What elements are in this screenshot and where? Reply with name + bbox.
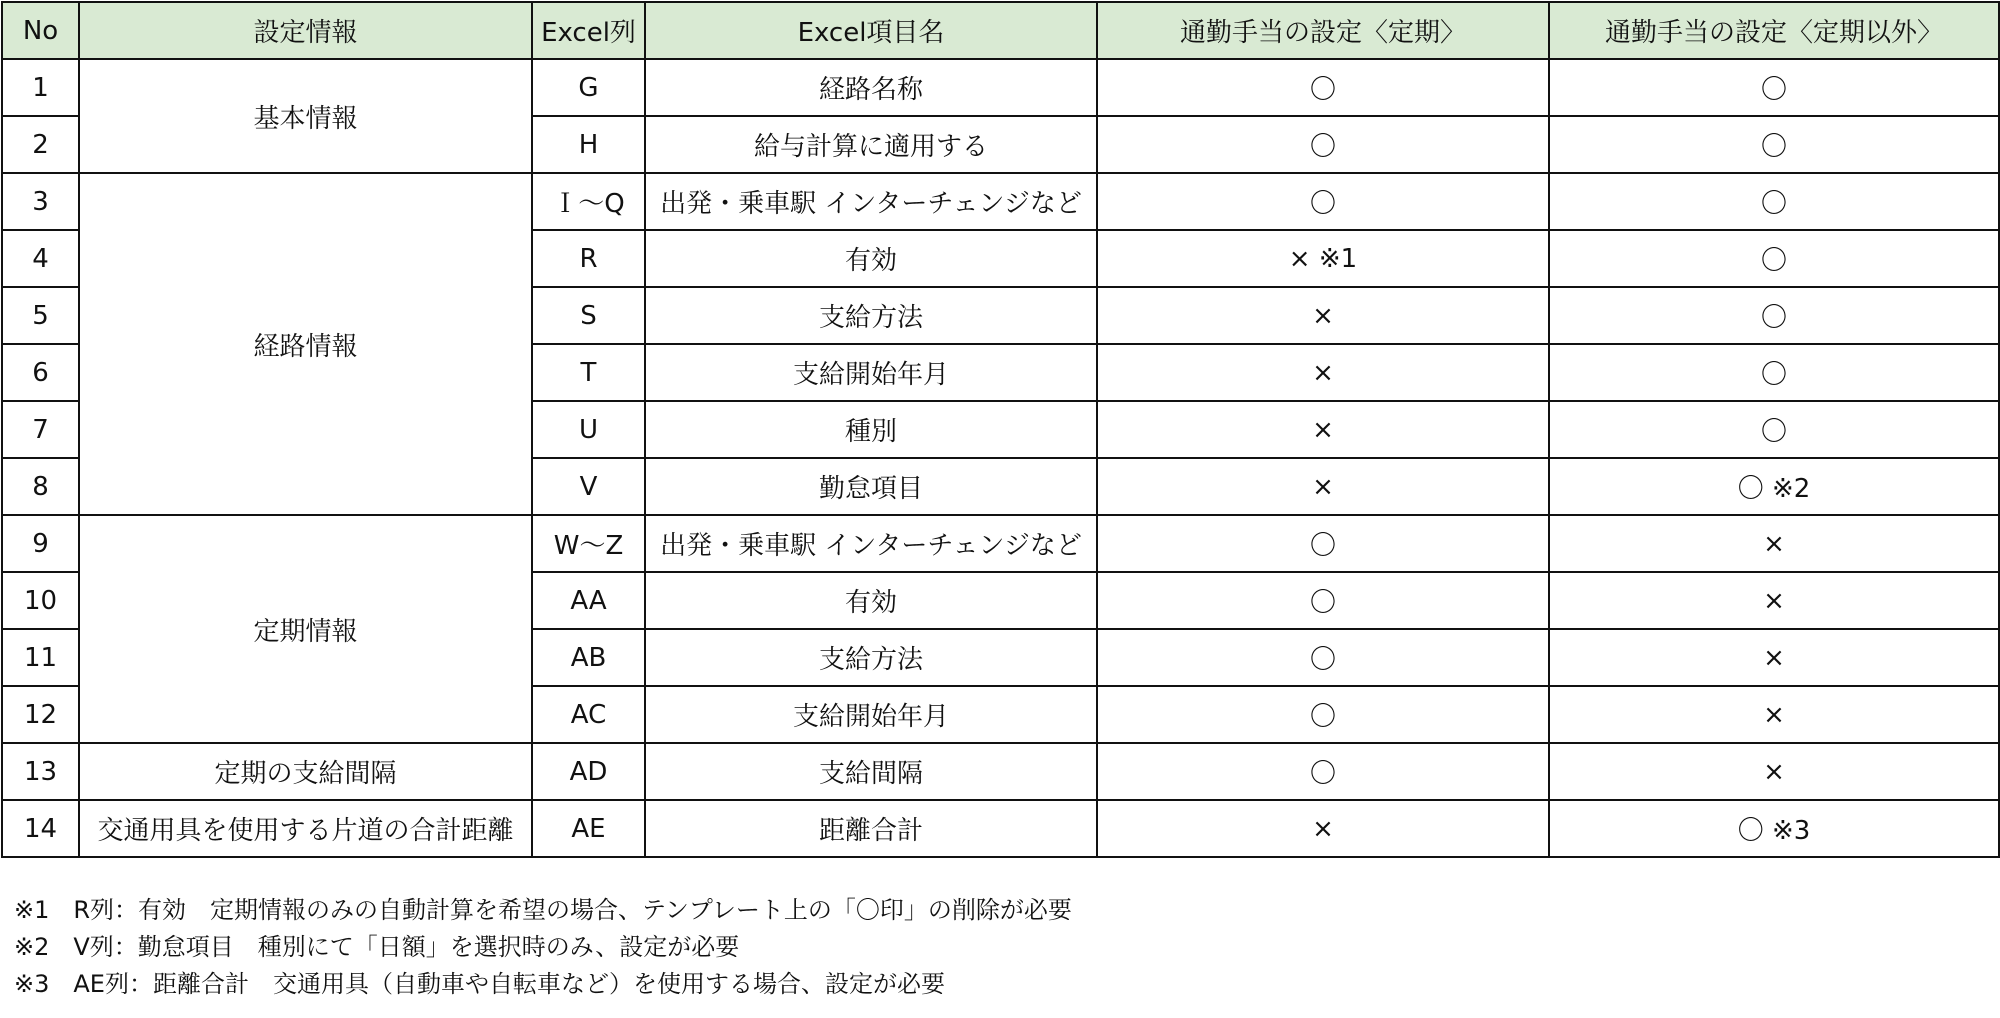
cell-no: 8 <box>2 458 79 515</box>
cell-setting-group: 定期の支給間隔 <box>79 743 532 800</box>
cell-excel-item: 支給開始年月 <box>645 344 1097 401</box>
footnote-1: ※1 R列：有効 定期情報のみの自動計算を希望の場合、テンプレート上の「〇印」の削除が必要 <box>14 896 1072 924</box>
cell-excel-item: 有効 <box>645 230 1097 287</box>
cell-teiki: × <box>1097 401 1549 458</box>
cell-no: 13 <box>2 743 79 800</box>
table-row <box>2 800 1999 857</box>
cell-setting-group: 定期情報 <box>79 515 532 743</box>
cell-other: 〇 <box>1549 287 1999 344</box>
cell-excel-column: H <box>532 116 645 173</box>
cell-excel-item: 経路名称 <box>645 59 1097 116</box>
cell-excel-column: AD <box>532 743 645 800</box>
cell-teiki: 〇 <box>1097 686 1549 743</box>
cell-excel-column: R <box>532 230 645 287</box>
cell-no: 14 <box>2 800 79 857</box>
footnote-3: ※3 AE列：距離合計 交通用具（自動車や自転車など）を使用する場合、設定が必要 <box>14 970 945 998</box>
table-row <box>2 59 1999 116</box>
cell-excel-column: S <box>532 287 645 344</box>
cell-excel-column: AC <box>532 686 645 743</box>
header-excel-item-name: Excel項目名 <box>645 2 1097 59</box>
cell-other: 〇 <box>1549 230 1999 287</box>
table-row <box>2 515 1999 572</box>
cell-other: 〇 <box>1549 344 1999 401</box>
header-commute-teiki: 通勤手当の設定〈定期〉 <box>1097 2 1549 59</box>
cell-excel-column: AA <box>532 572 645 629</box>
cell-no: 10 <box>2 572 79 629</box>
cell-teiki: 〇 <box>1097 59 1549 116</box>
cell-excel-column: U <box>532 401 645 458</box>
cell-other: 〇 <box>1549 116 1999 173</box>
cell-teiki: × <box>1097 800 1549 857</box>
cell-teiki: × <box>1097 344 1549 401</box>
cell-no: 6 <box>2 344 79 401</box>
cell-teiki: × ※1 <box>1097 230 1549 287</box>
cell-excel-item: 給与計算に適用する <box>645 116 1097 173</box>
cell-no: 3 <box>2 173 79 230</box>
cell-excel-column: AE <box>532 800 645 857</box>
cell-teiki: 〇 <box>1097 116 1549 173</box>
cell-other: 〇 <box>1549 173 1999 230</box>
cell-no: 11 <box>2 629 79 686</box>
cell-teiki: 〇 <box>1097 515 1549 572</box>
cell-other: × <box>1549 572 1999 629</box>
header-setting-info: 設定情報 <box>79 2 532 59</box>
header-excel-column: Excel列 <box>532 2 645 59</box>
cell-excel-column: G <box>532 59 645 116</box>
cell-no: 5 <box>2 287 79 344</box>
cell-excel-item: 距離合計 <box>645 800 1097 857</box>
cell-setting-group: 経路情報 <box>79 173 532 515</box>
cell-teiki: 〇 <box>1097 629 1549 686</box>
cell-excel-item: 出発・乗車駅 インターチェンジなど <box>645 515 1097 572</box>
cell-other: × <box>1549 686 1999 743</box>
cell-excel-item: 支給開始年月 <box>645 686 1097 743</box>
cell-setting-group: 基本情報 <box>79 59 532 173</box>
cell-no: 4 <box>2 230 79 287</box>
cell-teiki: 〇 <box>1097 572 1549 629</box>
cell-other: 〇 ※2 <box>1549 458 1999 515</box>
cell-other: 〇 ※3 <box>1549 800 1999 857</box>
cell-teiki: × <box>1097 458 1549 515</box>
cell-no: 1 <box>2 59 79 116</box>
cell-other: 〇 <box>1549 401 1999 458</box>
cell-excel-column: AB <box>532 629 645 686</box>
cell-no: 7 <box>2 401 79 458</box>
table-row <box>2 173 1999 230</box>
cell-excel-column: V <box>532 458 645 515</box>
cell-no: 9 <box>2 515 79 572</box>
header-row <box>2 2 1999 59</box>
header-commute-other: 通勤手当の設定〈定期以外〉 <box>1549 2 1999 59</box>
header-no: No <box>2 2 79 59</box>
settings-table <box>1 1 2000 858</box>
footnotes <box>14 892 1072 1003</box>
cell-excel-item: 出発・乗車駅 インターチェンジなど <box>645 173 1097 230</box>
cell-other: × <box>1549 629 1999 686</box>
table-row <box>2 743 1999 800</box>
cell-excel-column: Ｉ～Q <box>532 173 645 230</box>
cell-excel-item: 支給方法 <box>645 287 1097 344</box>
cell-teiki: 〇 <box>1097 173 1549 230</box>
cell-excel-item: 勤怠項目 <box>645 458 1097 515</box>
cell-other: × <box>1549 743 1999 800</box>
cell-excel-column: T <box>532 344 645 401</box>
cell-excel-item: 種別 <box>645 401 1097 458</box>
cell-teiki: × <box>1097 287 1549 344</box>
cell-other: 〇 <box>1549 59 1999 116</box>
cell-excel-item: 支給方法 <box>645 629 1097 686</box>
cell-setting-group: 交通用具を使用する片道の合計距離 <box>79 800 532 857</box>
cell-excel-item: 有効 <box>645 572 1097 629</box>
cell-excel-item: 支給間隔 <box>645 743 1097 800</box>
cell-excel-column: W～Z <box>532 515 645 572</box>
footnote-2: ※2 V列：勤怠項目 種別にて「日額」を選択時のみ、設定が必要 <box>14 933 740 961</box>
cell-teiki: 〇 <box>1097 743 1549 800</box>
cell-other: × <box>1549 515 1999 572</box>
cell-no: 12 <box>2 686 79 743</box>
cell-no: 2 <box>2 116 79 173</box>
table-body <box>2 59 1999 857</box>
